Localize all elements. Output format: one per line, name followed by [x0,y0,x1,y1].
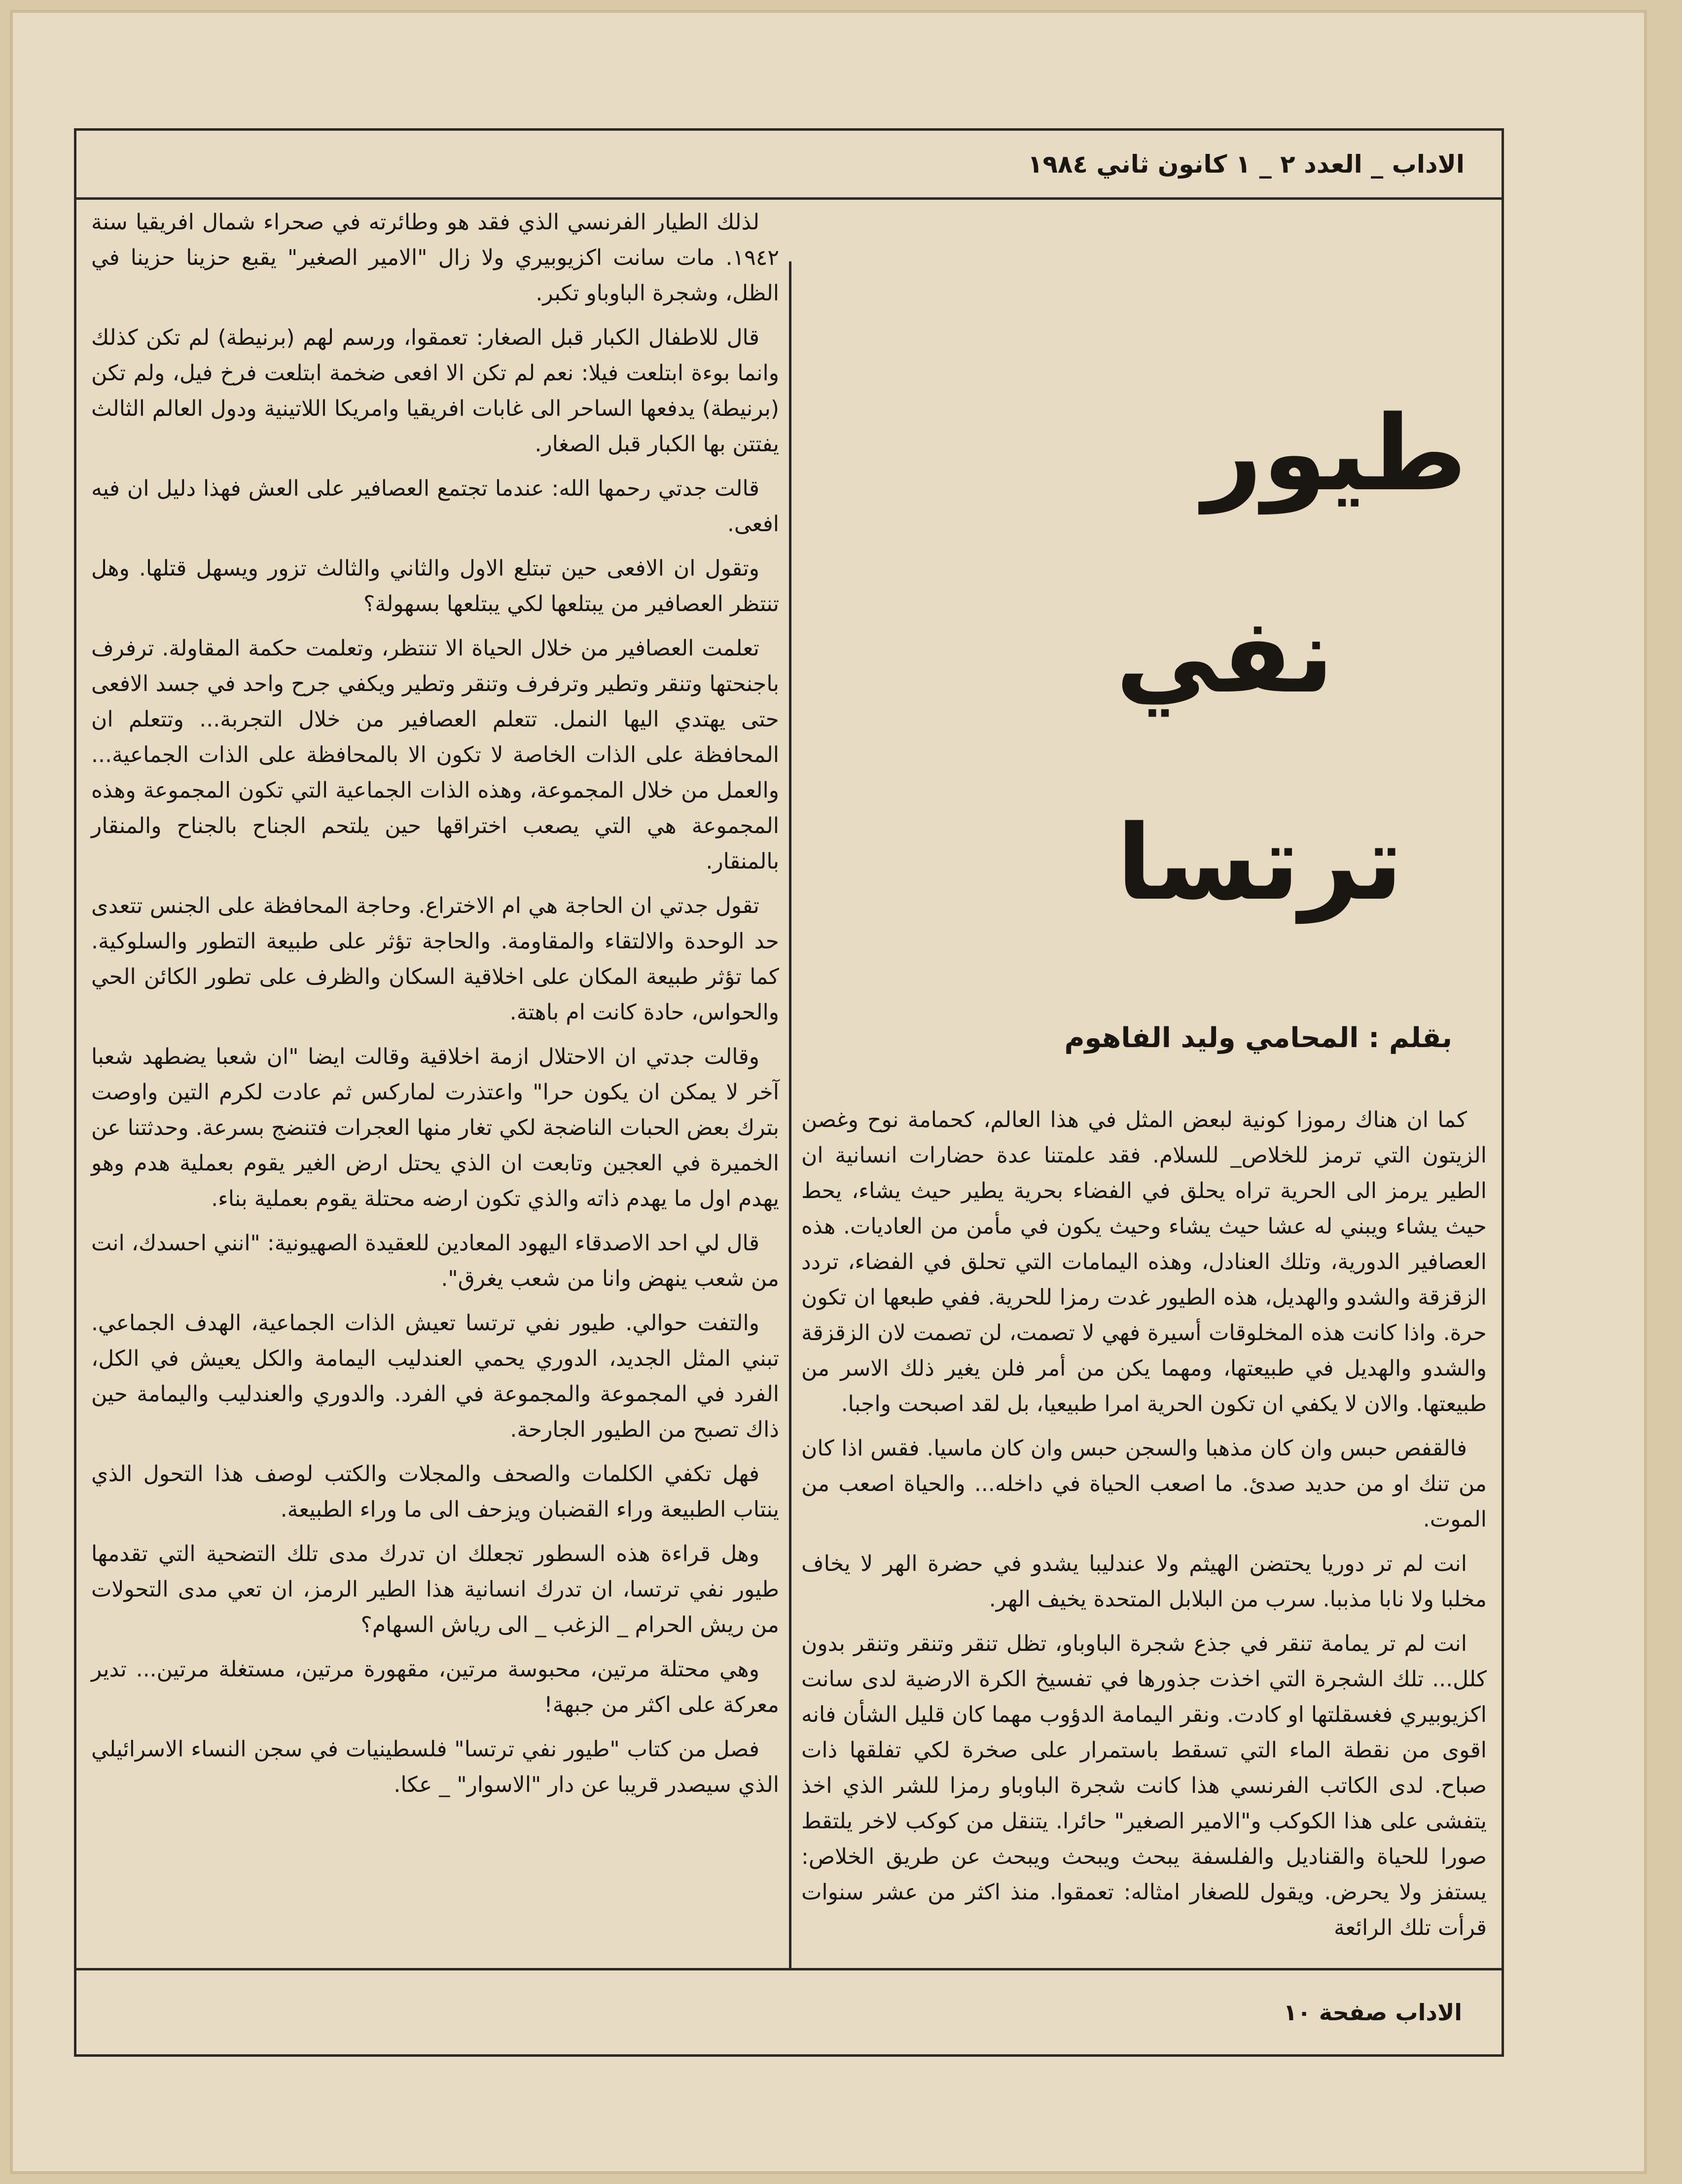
paragraph: فهل تكفي الكلمات والصحف والمجلات والكتب لوصف هذا التحول الذي ينتاب الطبيعة وراء القضبان ويزحف الى ما وراء الطبيعة. [91,1461,779,1522]
byline: بقلم : المحامي وليد الفاهوم [1064,1022,1452,1054]
title-word-2: نفي [1115,595,1334,716]
right-column [801,215,1487,1955]
title-word-1: طيور [1202,393,1467,514]
magazine-page [10,10,1647,2174]
paragraph: تعلمت العصافير من خلال الحياة الا تنتظر، وتعلمت حكمة المقاولة. ترفرف باجنحتها وتنقر وتطير وترفرف وتنقر وتطير ويكفي جرح واحد في جسد الافعى حتى يهتدي اليها النمل. تتعلم العصافير من خلال التجربة... وتتعلم ان المحافظة على الذات الخاصة لا تكون الا بالمحافظة على الذات الجماعية... والعمل من خلال المجموعة، وهذه الذات الجماعية التي تكون المجموعة وهذه المجموعة هي التي يصعب اختراقها حين يلتحم الجناح بالجناح والمنقار بالمنقار. [91,636,779,874]
paragraph: فصل من كتاب "طيور نفي ترتسا" فلسطينيات في سجن النساء الاسرائيلي الذي سيصدر قريبا عن دار "الاسوار" _ عكا. [91,1737,779,1797]
paragraph: وهي محتلة مرتين، محبوسة مرتين، مقهورة مرتين، مستغلة مرتين... تدير معركة على اكثر من جبهة! [91,1657,779,1717]
paragraph: وهل قراءة هذه السطور تجعلك ان تدرك مدى تلك التضحية التي تقدمها طيور نفي ترتسا، ان تدرك انسانية هذا الطير الرمز، ان تعي مدى التحولات من ريش الحرام _ الزغب _ الى رياش السهام؟ [91,1541,779,1638]
paragraph: فالقفص حبس وان كان مذهبا والسجن حبس وان كان ماسيا. فقس اذا كان من تنك او من حديد صدئ. ما اصعب الحياة في داخله... والحياة اصعب من الموت. [801,1436,1487,1532]
column-divider [789,261,791,1968]
left-column [91,205,779,1812]
paragraph: تقول جدتي ان الحاجة هي ام الاختراع. وحاجة المحافظة على الجنس تتعدى حد الوحدة والالتقاء والمقاومة. والحاجة تؤثر على طبيعة التطور والسلوكية. كما تؤثر طبيعة المكان على اخلاقية السكان والظرف على تطور الكائن الحي والحواس، حادة كانت ام باهتة. [91,893,779,1025]
title-block [801,215,1487,989]
paragraph: كما ان هناك رموزا كونية لبعض المثل في هذا العالم، كحمامة نوح وغصن الزيتون التي ترمز للخلاص_ للسلام. فقد علمتنا عدة حضارات انسانية ان الطير يرمز الى الحرية تراه يحلق في الفضاء بحرية يطير حيث يشاء، يحط حيث يشاء ويبني له عشا حيث يشاء وحيث يكون في مأمن من العاديات. هذه العصافير الدورية، وتلك العنادل، وهذه اليمامات التي تحلق في الفضاء، تردد الزقزقة والشدو والهديل، هذه الطيور غدت رمزا للحرية. ففي طبعها ان تكون حرة. واذا كانت هذه المخلوقات أسيرة فهي لا تصمت، لن تصمت لان الزقزقة والشدو والهديل في طبيعتها، ومهما يكن من أمر فلن يغير ذلك الاسر من طبيعتها. والان لا يكفي ان تكون الحرية امرا طبيعيا، بل لقد اصبحت واجبا. [801,1107,1487,1417]
title-word-3: ترتسا [1116,802,1403,923]
paragraph: قالت جدتي رحمها الله: عندما تجتمع العصافير على العش فهذا دليل ان فيه افعى. [91,476,779,537]
page-number: الاداب صفحة ١٠ [1283,1999,1462,2026]
paragraph: انت لم تر يمامة تنقر في جذع شجرة الباوباو، تظل تنقر وتنقر وتنقر بدون كلل... تلك الشجرة التي اخذت جذورها في تفسيخ الكرة الارضية لدى سانت اكزيوبيري فغسقلتها او كادت. ونقر اليمامة الدؤوب مهما كان قليل الشأن فانه اقوى من نقطة الماء التي تسقط باستمرار على صخرة لكي تفلقها ذات صباح. لدى الكاتب الفرنسي هذا كانت شجرة الباوباو رمزا للشر الذي اخذ يتفشى على هذا الكوكب و"الامير الصغير" حائرا. يتنقل من كوكب لاخر يلتقط صورا للحياة والقناديل والفلسفة يبحث ويبحث ويبحث عن طريق الخلاص: يستفز ولا يحرض. ويقول للصغار امثاله: تعمقوا. منذ اكثر من عشر سنوات قرأت تلك الرائعة [801,1631,1487,1940]
paragraph: لذلك الطيار الفرنسي الذي فقد هو وطائرته في صحراء شمال افريقيا سنة ١٩٤٢. مات سانت اكزيوبيري ولا زال "الامير الصغير" يقبع حزينا حزينا في الظل، وشجرة الباوباو تكبر. [91,210,779,306]
running-header [76,131,1502,200]
paragraph: والتفت حوالي. طيور نفي ترتسا تعيش الذات الجماعية، الهدف الجماعي. تبني المثل الجديد، الدوري يحمي العندليب اليمامة والكل يعيش في الكل، الفرد في المجموعة والمجموعة في الفرد. والدوري والعندليب واليمامة حين ذاك تصبح من الطيور الجارحة. [91,1310,779,1442]
running-footer [76,1968,1502,2054]
paragraph: وقالت جدتي ان الاحتلال ازمة اخلاقية وقالت ايضا "ان شعبا يضطهد شعبا آخر لا يمكن ان يكون حرا" واعتذرت لماركس ثم عادت لكرم التين واوصت بترك بعض الحبات الناضجة لكي تغار منها العجرات فتنضج بسرعة. وحدثتنا عن الخميرة في العجين وتابعت ان الذي يحتل ارض الغير يقوم بعملية هدم وهو يهدم اول ما يهدم ذاته والذي تكون ارضه محتلة يقوم بعملية بناء. [91,1044,779,1211]
page-frame [74,128,1504,2057]
paragraph: انت لم تر دوريا يحتضن الهيثم ولا عندليبا يشدو في حضرة الهر لا يخاف مخلبا ولا نابا مذببا. سرب من البلابل المتحدة يخيف الهر. [801,1551,1487,1612]
issue-info: الاداب _ العدد ٢ _ ١ كانون ثاني ١٩٨٤ [1027,149,1465,179]
paragraph: قال للاطفال الكبار قبل الصغار: تعمقوا، ورسم لهم (برنيطة) لم تكن كذلك وانما بوءة ابتلعت فيلا: نعم لم تكن الا افعى ضخمة ابتلعت فرخ فيل، ولم تكن (برنيطة) يدفعها الساحر الى غابات افريقيا وامريكا اللاتينية ودول العالم الثالث يفتتن بها الكبار قبل الصغار. [91,325,779,457]
paragraph: وتقول ان الافعى حين تبتلع الاول والثاني والثالث تزور ويسهل قتلها. وهل تنتظر العصافير من يبتلعها لكي يبتلعها بسهولة؟ [91,556,779,617]
paragraph: قال لي احد الاصدقاء اليهود المعادين للعقيدة الصهيونية: "انني احسدك، انت من شعب ينهض وانا من شعب يغرق". [91,1231,779,1291]
